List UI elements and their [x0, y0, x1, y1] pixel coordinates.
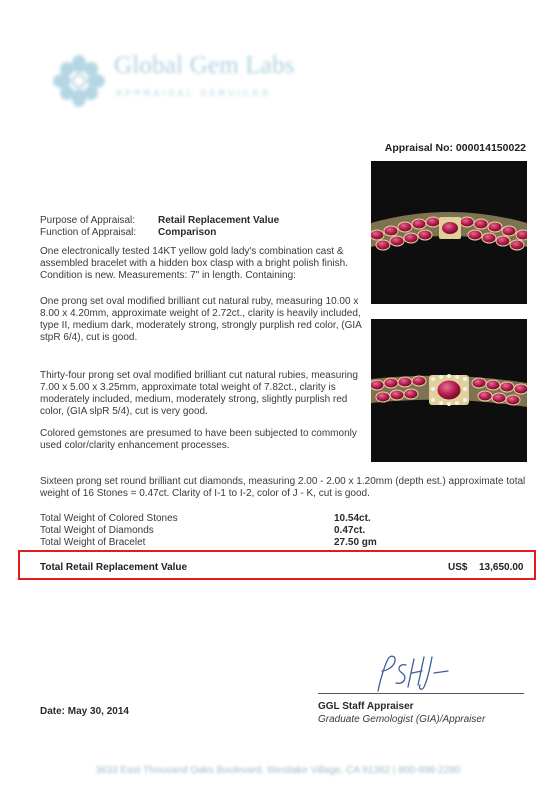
- diamonds-description: Sixteen prong set round brilliant cut diamonds, measuring 2.00 - 2.00 x 1.20mm (depth est.) approximate total weight of 16 Stones = 0.47ct. Clarity of I-1 to I-2, color of J - K, cut is good.: [40, 476, 526, 499]
- total-row-label: Total Weight of Diamonds: [40, 525, 154, 536]
- total-value-amount: 13,650.00: [479, 562, 524, 573]
- appraisal-date: Date: May 30, 2014: [40, 706, 129, 717]
- total-value-currency: US$: [448, 562, 468, 573]
- enhancement-disclosure: Colored gemstones are presumed to have been subjected to commonly used color/clarity enhancement processes.: [40, 428, 357, 451]
- center-ruby-description: One prong set oval modified brilliant cut natural ruby, measuring 10.00 x 8.00 x 4.20mm, approximate weight of 2.72ct., clarity is heavily included, type II, medium dark, moderately strong, strongly purplish red color, (GIA stpR 6/4), cut is good.: [40, 296, 362, 343]
- purpose-value: Retail Replacement Value: [158, 215, 280, 226]
- rubies-description: Thirty-four prong set oval modified brilliant cut natural rubies, measuring 7.00 x 5.00 x 3.25mm, approximate total weight of 7.82ct., clarity is moderately included, medium, moderately strong, slightly purplish red color, (GIA slpR 5/4), cut is very good.: [40, 370, 358, 417]
- gem-flower-icon: [52, 54, 106, 108]
- appraisal-number-label: Appraisal No:: [384, 142, 453, 154]
- total-row-label: Total Weight of Colored Stones: [40, 513, 178, 524]
- bracelet-photo-top: [371, 161, 527, 304]
- total-row-label: Total Weight of Bracelet: [40, 537, 146, 548]
- handwritten-signature: [368, 651, 454, 695]
- total-row-value: 0.47ct.: [334, 525, 366, 536]
- total-row-value: 10.54ct.: [334, 513, 371, 524]
- function-value: Comparison: [158, 227, 217, 238]
- logo-name: Global Gem Labs: [114, 52, 295, 79]
- total-colored-stones-row: [40, 513, 400, 525]
- footer-address: 3633 East Thousand Oaks Boulevard, Westlake Village, CA 91362 | 800-998-2280: [95, 765, 461, 776]
- bracelet-photo-bottom: [371, 319, 527, 462]
- appraiser-title: Graduate Gemologist (GIA)/Appraiser: [318, 714, 486, 725]
- purpose-row: [40, 215, 279, 226]
- function-label: Function of Appraisal:: [40, 227, 137, 238]
- purpose-label: Purpose of Appraisal:: [40, 215, 136, 226]
- total-value-label: Total Retail Replacement Value: [40, 562, 188, 573]
- total-row-value: 27.50 gm: [334, 537, 377, 548]
- appraisal-number: [385, 142, 526, 154]
- item-description: One electronically tested 14KT yellow gold lady's combination cast & assembled bracelet with a hidden box clasp with a bright polish finish. Condition is new. Measurements: 7" in length. Containing:: [40, 246, 348, 281]
- total-diamonds-row: [40, 525, 400, 537]
- company-logo: [52, 52, 312, 114]
- signature-line: [318, 693, 524, 694]
- logo-tagline: APPRAISAL SERVICES: [116, 88, 272, 98]
- total-bracelet-row: [40, 537, 400, 549]
- function-row: [40, 227, 216, 238]
- appraiser-name: GGL Staff Appraiser: [318, 701, 414, 712]
- appraisal-number-value: 000014150022: [455, 142, 526, 154]
